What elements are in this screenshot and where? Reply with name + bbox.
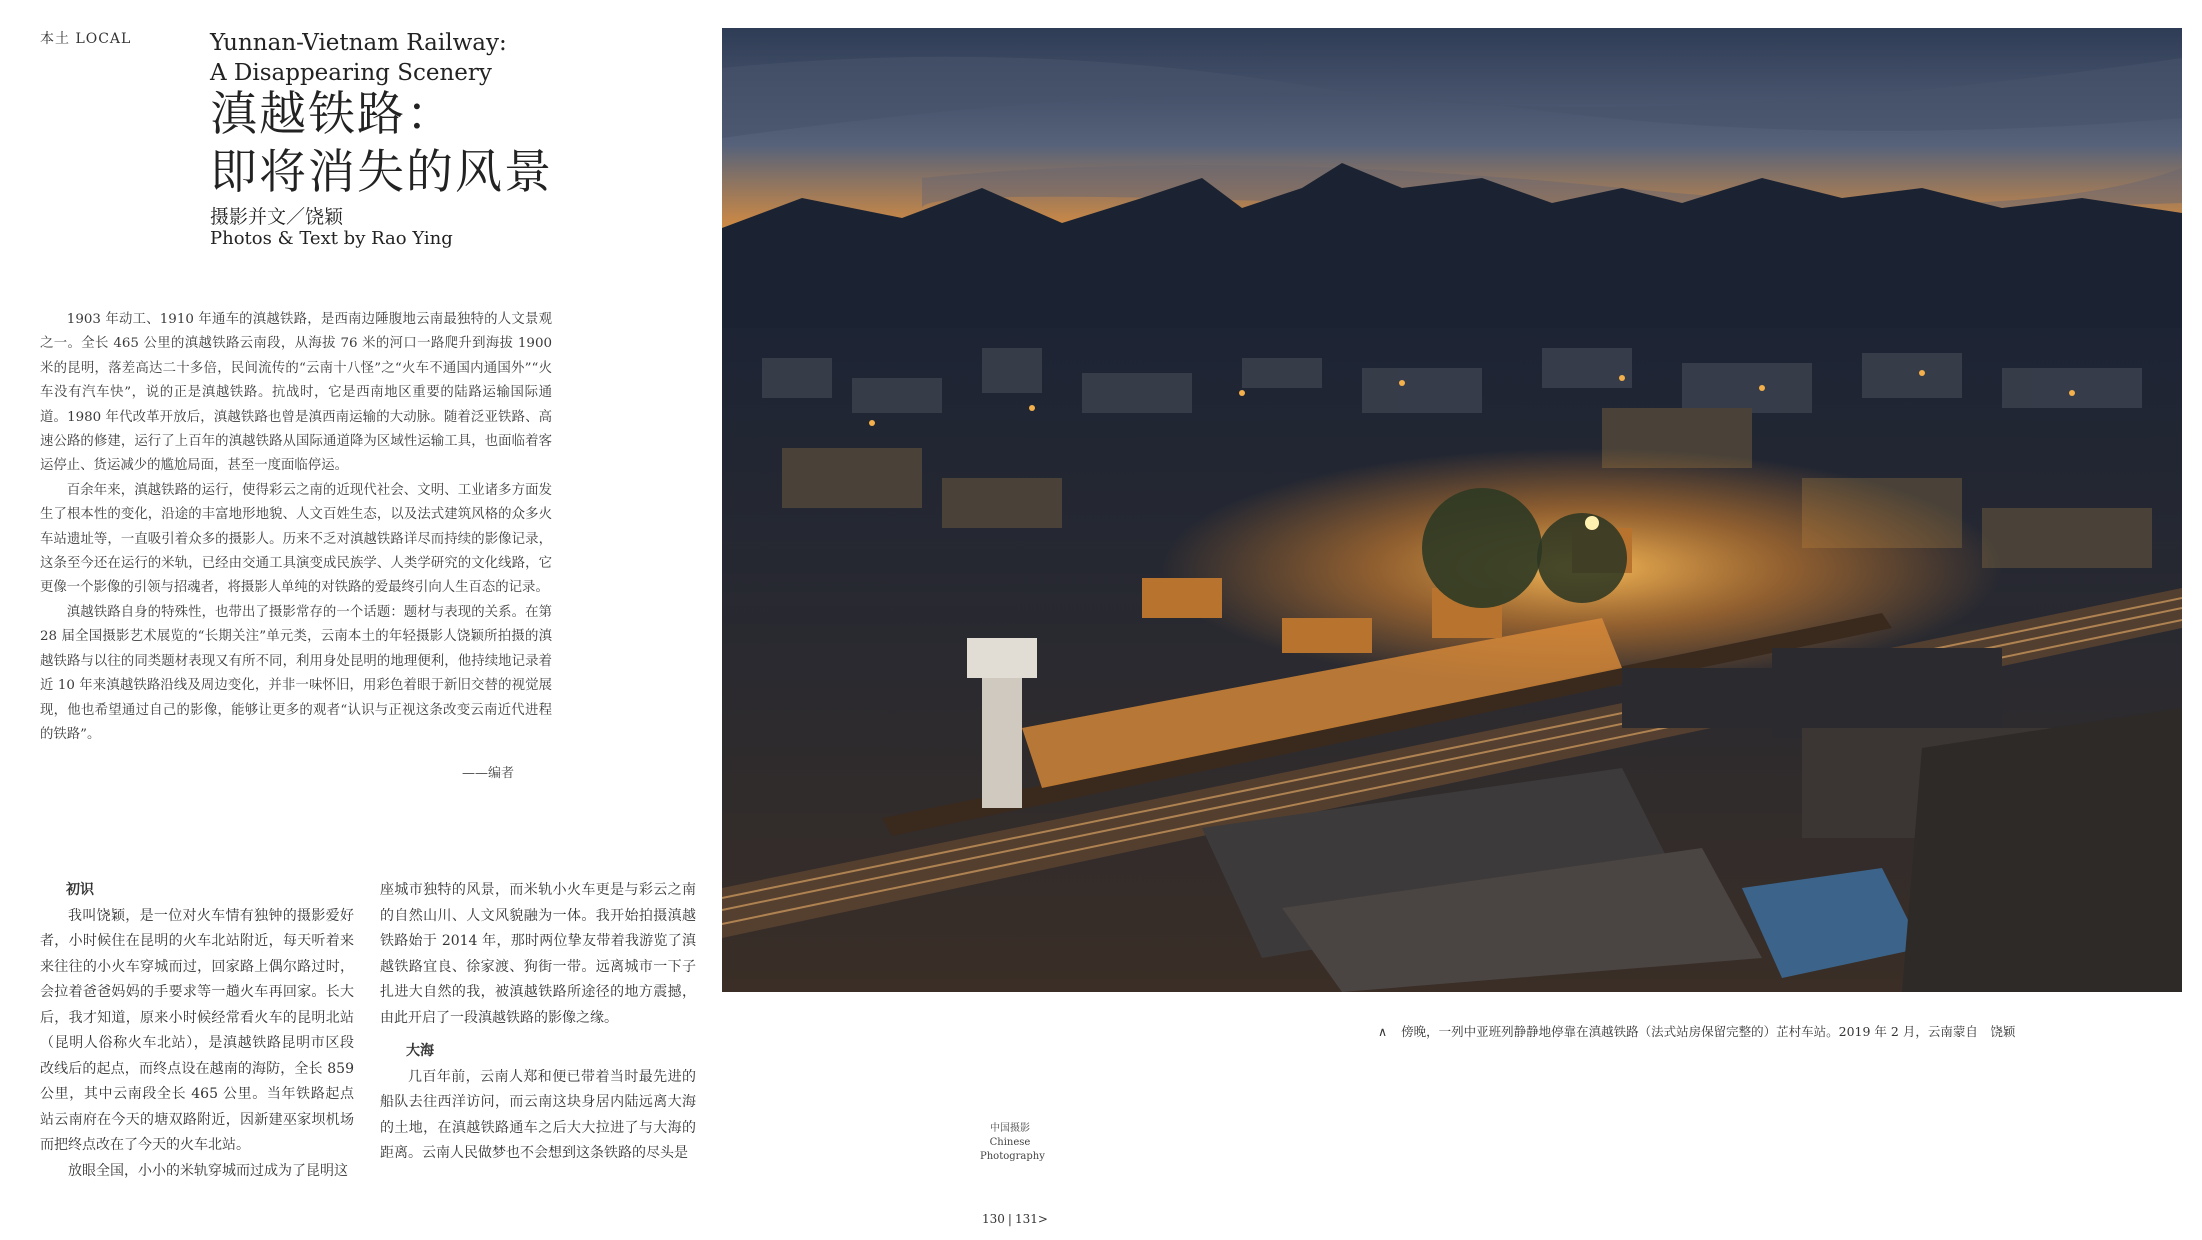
body-paragraph: 几百年前，云南人郑和便已带着当时最先进的船队去往西洋访问，而云南这块身居内陆远离大海的土地，在滇越铁路通车之后大大拉进了与大海的距离。云南人民做梦也不会想到这条铁路的尽头是	[380, 1068, 696, 1161]
magazine-logo	[980, 1122, 1045, 1164]
intro-signature: ——编者	[462, 766, 515, 781]
intro-paragraph: 1903 年动工、1910 年通车的滇越铁路，是西南边陲腹地云南最独特的人文景观之一。全长 465 公里的滇越铁路云南段，从海拔 76 米的河口一路爬升到海拔 1900 米的昆明，落差高达二十多倍，民间流传的“云南十八怪”之“火车不通国内通国外”“火车没有汽车快”，说的正是滇越铁路。抗战时，它是西南地区重要的陆路运输国际通道。1980 年代改革开放后，滇越铁路也曾是滇西南运输的大动脉。随着泛亚铁路、高速公路的修建，运行了上百年的滇越铁路从国际通道降为区域性运输工具，也面临着客运停止、货运减少的尴尬局面，甚至一度面临停运。	[40, 312, 552, 474]
intro-paragraph: 百余年来，滇越铁路的运行，使得彩云之南的近现代社会、文明、工业诸多方面发生了根本性的变化，沿途的丰富地形地貌、人文百姓生态，以及法式建筑风格的众多火车站遗址等，一直吸引着众多的摄影人。历来不乏对滇越铁路详尽而持续的影像记录，这条至今还在运行的米轨，已经由交通工具演变成民族学、人类学研究的文化线路，它更像一个影像的引领与招魂者，将摄影人单纯的对铁路的爱最终引向人生百态的记录。	[40, 482, 552, 596]
page-number-left: 130	[982, 1212, 1005, 1226]
logo-chinese: 中国摄影	[990, 1123, 1030, 1134]
caption-text: 傍晚，一列中亚班列静静地停靠在滇越铁路（法式站房保留完整的）芷村车站。2019 年 2 月，云南蒙自 饶颖	[1401, 1024, 2016, 1039]
body-column-2	[380, 878, 696, 1167]
intro-paragraph: 滇越铁路自身的特殊性，也带出了摄影常存的一个话题：题材与表现的关系。在第 28 届全国摄影艺术展览的“长期关注”单元类，云南本土的年轻摄影人饶颖所拍摄的滇越铁路与以往的同类题材表现又有所不同，利用身处昆明的地理便利，他持续地记录着近 10 年来滇越铁路沿线及周边变化，并非一味怀旧，用彩色着眼于新旧交替的视觉展现，他也希望通过自己的影像，能够让更多的观者“认识与正视这条改变云南近代进程的铁路”。	[40, 604, 552, 742]
photo-caption	[1378, 1022, 2015, 1040]
title-chinese	[210, 86, 553, 202]
body-column-1	[40, 878, 354, 1184]
body-paragraph: 放眼全国，小小的米轨穿城而过成为了昆明这	[68, 1162, 348, 1179]
caption-arrow-icon: ∧	[1378, 1024, 1388, 1039]
section-tag: 本土 LOCAL	[40, 31, 132, 47]
body-paragraph-continued: 座城市独特的风景，而米轨小火车更是与彩云之南的自然山川、人文风貌融为一体。我开始拍摄滇越铁路始于 2014 年，那时两位挚友带着我游览了滇越铁路宜良、徐家渡、狗街一带。远离城市一下子扎进大自然的我，被滇越铁路所途径的地方震撼，由此开启了一段滇越铁路的影像之缘。	[380, 882, 696, 1026]
body-paragraph: 我叫饶颖，是一位对火车情有独钟的摄影爱好者，小时候住在昆明的火车北站附近，每天听着来来往往的小火车穿城而过，回家路上偶尔路过时，会拉着爸爸妈妈的手要求等一趟火车再回家。长大后，我才知道，原来小时候经常看火车的昆明北站（昆明人俗称火车北站），是滇越铁路昆明市区段改线后的起点，而终点设在越南的海防，全长 859 公里，其中云南段全长 465 公里。当年铁路起点站云南府在今天的塘双路附近，因新建巫家坝机场而把终点改在了今天的火车北站。	[40, 907, 354, 1153]
logo-english-line-2: Photography	[980, 1151, 1045, 1162]
byline-english: Photos & Text by Rao Ying	[210, 228, 453, 249]
title-chinese-line-1: 滇越铁路：	[210, 87, 455, 142]
title-english-line-2: A Disappearing Scenery	[210, 60, 492, 86]
title-chinese-line-2: 即将消失的风景	[210, 145, 553, 200]
logo-english-line-1: Chinese	[989, 1137, 1031, 1148]
section-heading: 大海	[406, 1043, 434, 1059]
page-numbers: 130 | 131>	[982, 1212, 1048, 1226]
editor-intro	[40, 308, 552, 747]
section-heading: 初识	[66, 882, 94, 898]
byline-chinese: 摄影并文／饶颖	[210, 206, 344, 228]
page-number-right: 131>	[1014, 1212, 1048, 1226]
title-english	[210, 28, 507, 88]
title-english-line-1: Yunnan-Vietnam Railway:	[210, 30, 507, 56]
railway-station-dusk-photo	[722, 28, 2182, 992]
